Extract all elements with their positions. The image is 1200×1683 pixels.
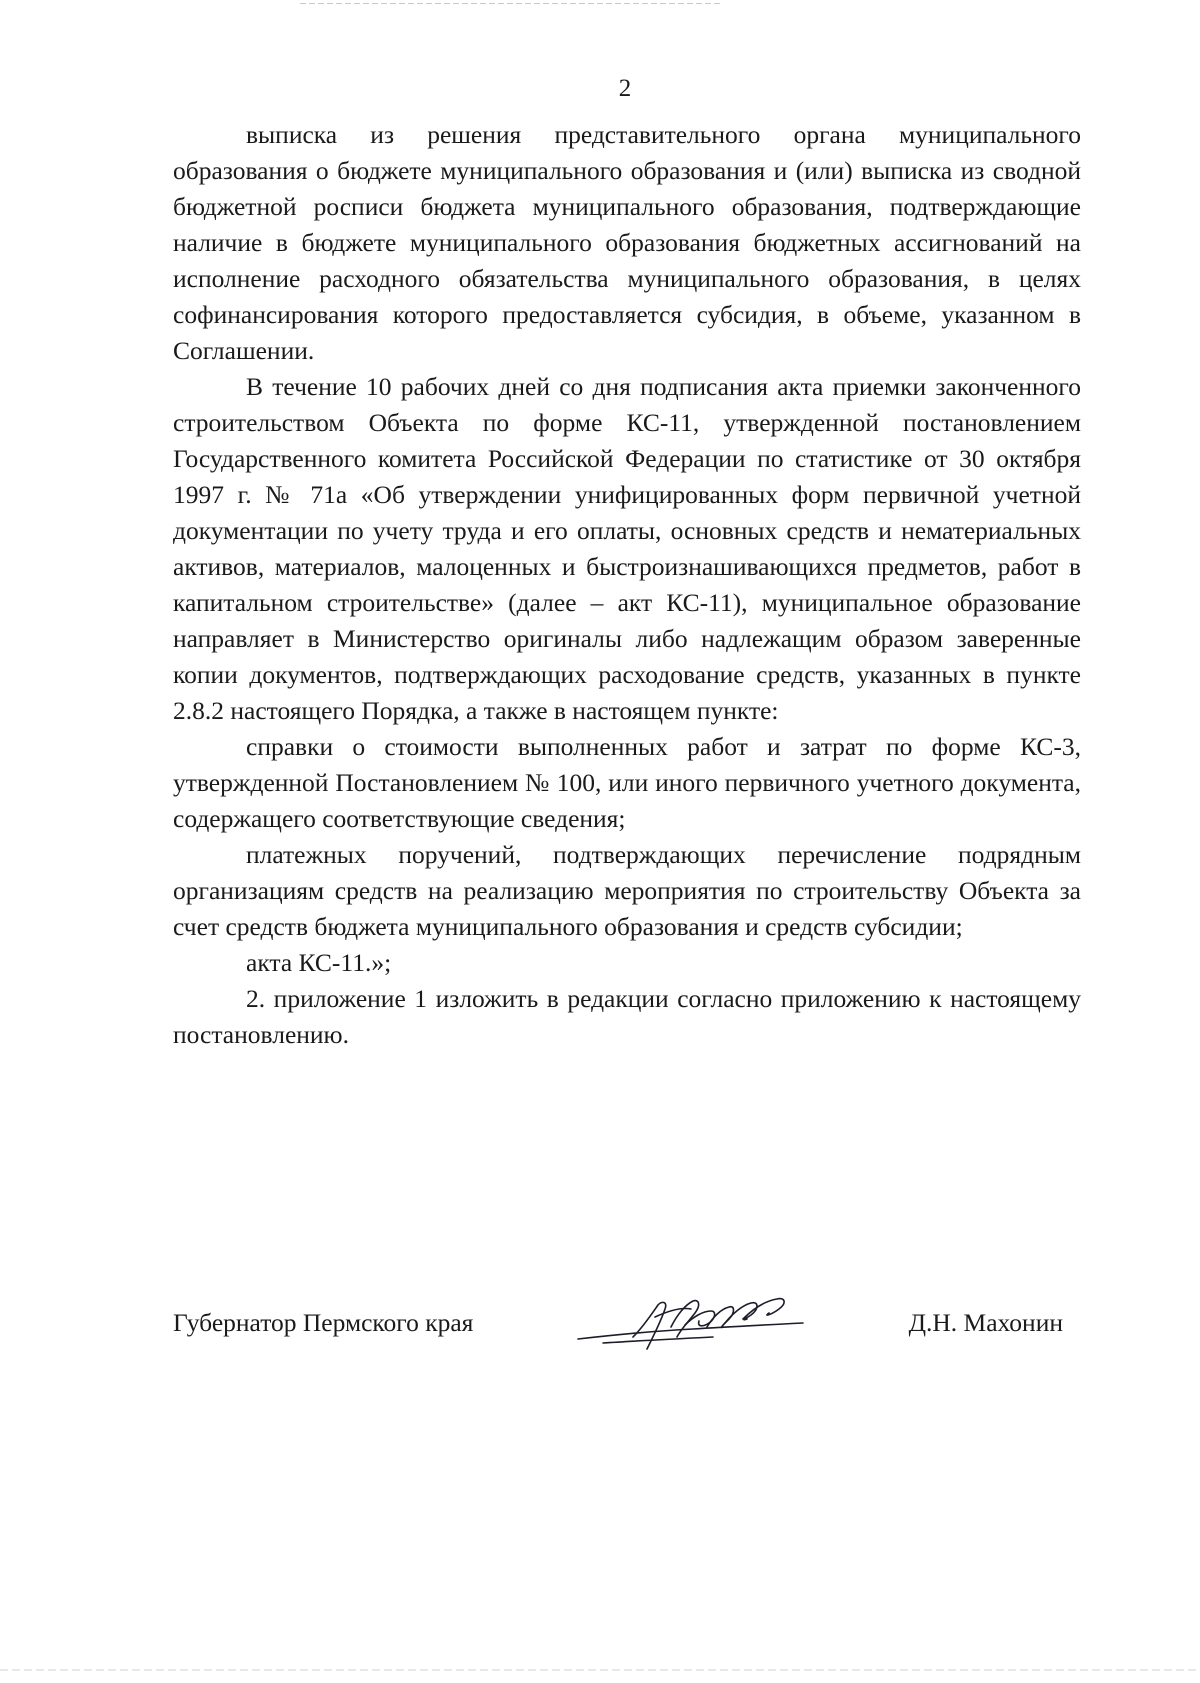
signature-block <box>173 1295 1063 1355</box>
handwritten-signature <box>573 1287 808 1357</box>
signatory-position: Губернатор Пермского края <box>173 1308 474 1337</box>
paragraph-appendix-amendment: 2. приложение 1 изложить в редакции согласно приложению к настоящему постановлению. <box>173 984 1081 1049</box>
scan-artifact-top <box>300 2 720 5</box>
signatory-name: Д.Н. Махонин <box>908 1308 1063 1337</box>
paragraph-budget-extract: выписка из решения представительного органа муниципального образования о бюджете муниципального образования и (или) выписка из сводной бюджетной росписи бюджета муниципального образования, подтверждающие наличие в бюджете муниципального образования бюджетных ассигнований на исполнение расходного обязательства муниципального образования, в целях софинансирования которого предоставляется субсидия, в объеме, указанном в Соглашении. <box>173 120 1081 365</box>
paragraph-payment-orders: платежных поручений, подтверждающих перечисление подрядным организациям средств на реализацию мероприятия по строительству Объекта за счет средств бюджета муниципального образования и средств субсидии; <box>173 840 1081 941</box>
paragraph-ks11-deadline: В течение 10 рабочих дней со дня подписания акта приемки законченного строительством Объекта по форме КС-11, утвержденной постановлением Государственного комитета Российской Федерации по статистике от 30 октября 1997 г. № 71а «Об утверждении унифицированных форм первичной учетной документации по учету труда и его оплаты, основных средств и нематериальных активов, материалов, малоценных и быстроизнашивающихся предметов, работ в капитальном строительстве» (далее – акт КС-11), муниципальное образование направляет в Министерство оригиналы либо надлежащим образом заверенные копии документов, подтверждающих расходование средств, указанных в пункте 2.8.2 настоящего Порядка, а также в настоящем пункте: <box>173 372 1081 725</box>
paragraph-ks3-certificates: справки о стоимости выполненных работ и затрат по форме КС-3, утвержденной Постановлением № 100, или иного первичного учетного документа, содержащего соответствующие сведения; <box>173 732 1081 833</box>
document-body <box>173 117 1081 1053</box>
scan-artifact-bottom <box>0 1669 1200 1671</box>
paragraph-ks11-act: акта КС-11.»; <box>246 948 392 977</box>
page-number: 2 <box>618 75 632 102</box>
